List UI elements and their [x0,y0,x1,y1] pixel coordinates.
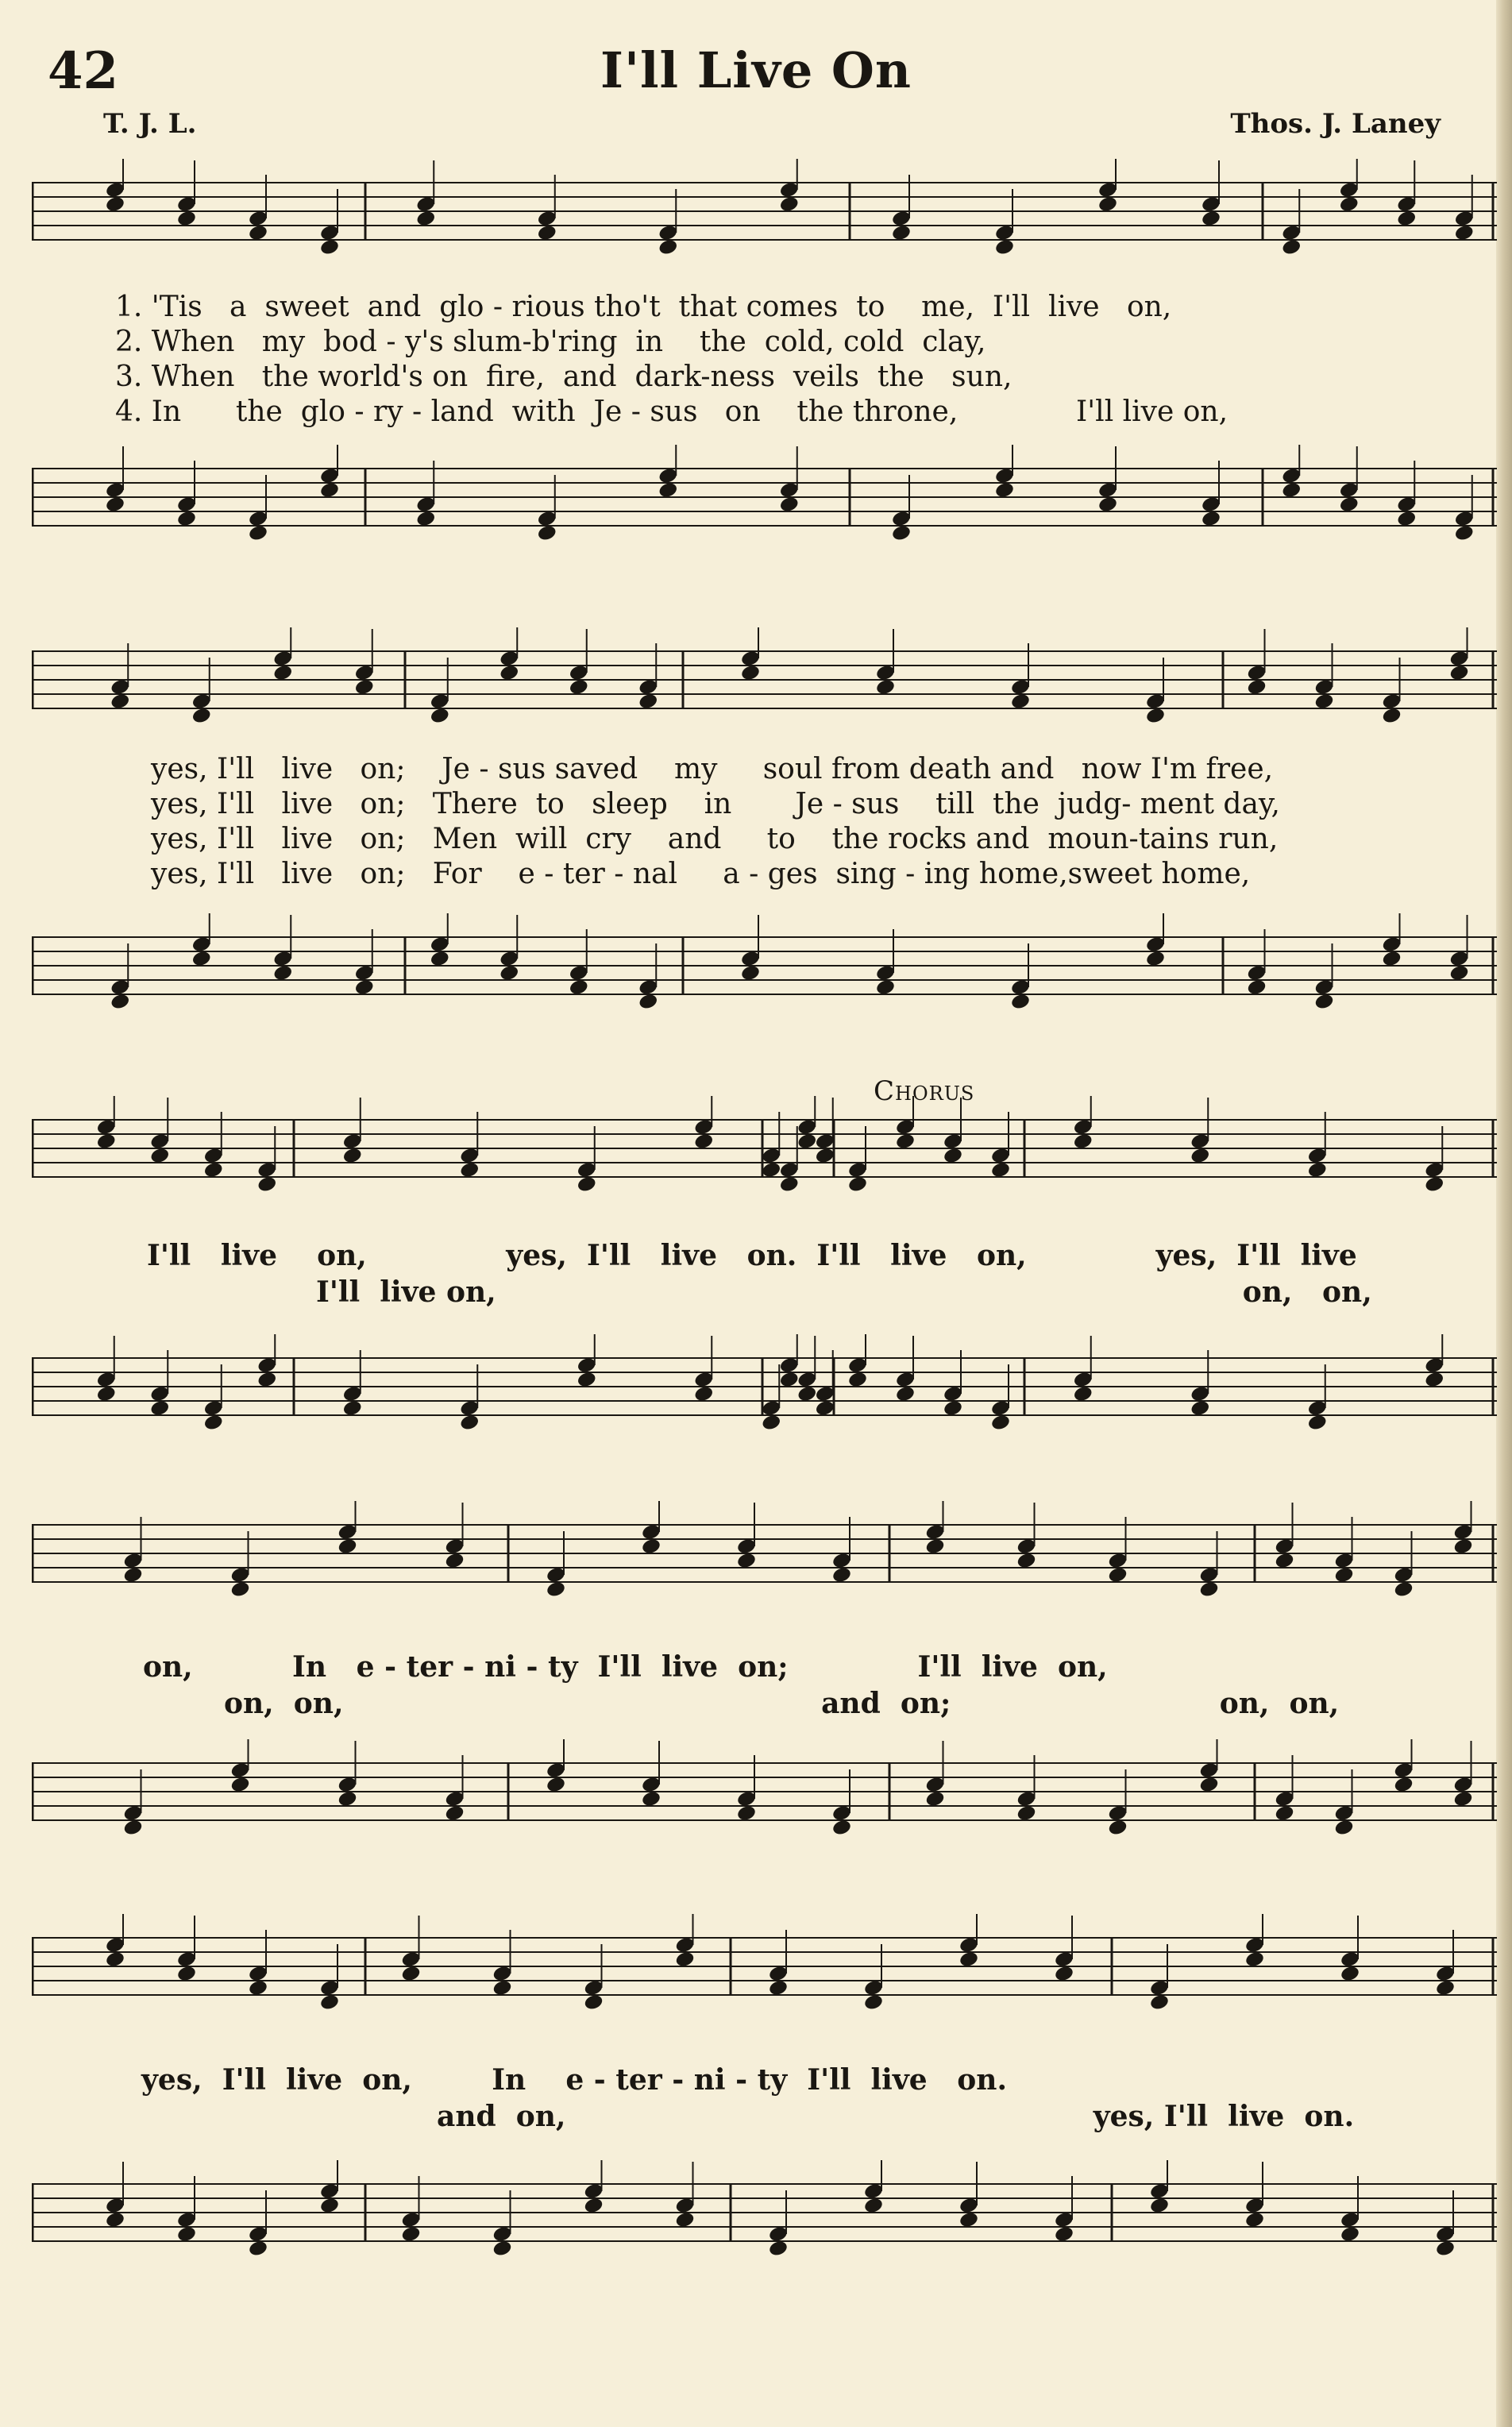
chorus-lyric-lower-2: on, on, and on; on, on, [224,1687,1340,1720]
page-number: 42 [48,41,119,101]
composer-credit: Thos. J. Laney [1230,108,1441,140]
treble-staff-system-4 [32,1501,1501,1628]
bass-staff-system-3 [32,1334,1501,1461]
verse-4-line-2: yes, I'll live on; For e - ter - nal a - ges sing - ing home,sweet home, [151,858,1251,890]
chorus-lyric-lower-3: and on, yes, I'll live on. [437,2100,1355,2133]
bass-staff-system-1 [32,445,1501,572]
treble-staff-system-3 [32,1096,1501,1223]
treble-staff-system-5 [32,1914,1501,2041]
bass-staff-system-5 [32,2160,1501,2287]
hymn-title: I'll Live On [600,41,912,99]
chorus-label: Chorus [874,1075,975,1107]
chorus-lyric-lower-1: I'll live on, on, on, [316,1275,1372,1309]
verse-2-line-2: yes, I'll live on; There to sleep in Je - sus till the judg- ment day, [151,788,1280,820]
chorus-lyric-upper-2: on, In e - ter - ni - ty I'll live on; I'll live on, [143,1650,1108,1684]
verse-1-line-2: yes, I'll live on; Je - sus saved my soul from death and now I'm free, [151,753,1274,785]
verse-1-line: 1. 'Tis a sweet and glo - rious tho't that comes to me, I'll live on, [115,291,1172,323]
treble-staff-system-1 [32,159,1501,286]
verse-3-line: 3. When the world's on fire, and dark-ness veils the sun, [115,361,1012,393]
lyricist-credit: T. J. L. [103,108,197,140]
treble-staff-system-2 [32,627,1501,754]
bass-staff-system-4 [32,1739,1501,1866]
verse-4-line: 4. In the glo - ry - land with Je - sus on the throne, I'll live on, [115,395,1228,428]
verse-2-line: 2. When my bod - y's slum-b'ring in the cold, cold clay, [115,326,986,358]
chorus-lyric-upper-3: yes, I'll live on, In e - ter - ni - ty I'll live on. [141,2063,1008,2097]
bass-staff-system-2 [32,913,1501,1040]
chorus-lyric-upper-1: I'll live on, yes, I'll live on. I'll live on, yes, I'll live [147,1239,1357,1272]
verse-3-line-2: yes, I'll live on; Men will cry and to the rocks and moun-tains run, [151,823,1279,855]
